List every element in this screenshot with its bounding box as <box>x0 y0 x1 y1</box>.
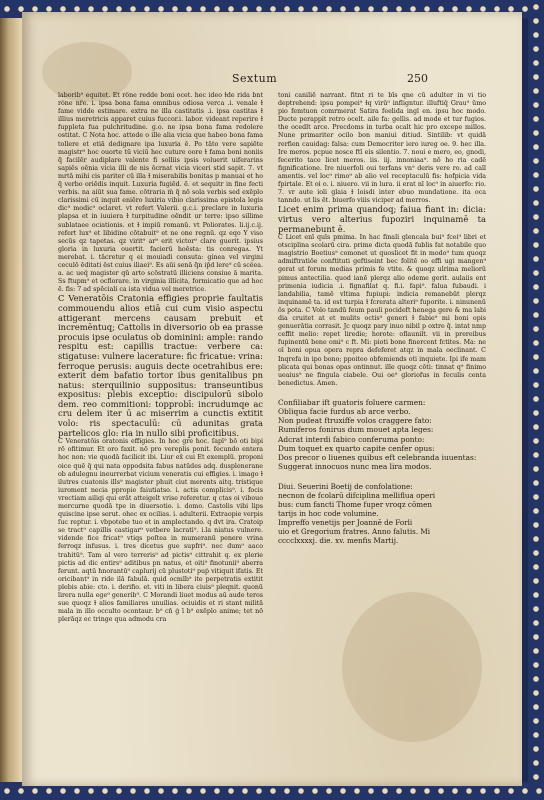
section-gap <box>278 472 486 482</box>
verse-line: Dos precor o liuenes quibus eft celebranda iuuentas: <box>278 453 477 463</box>
colophon <box>278 482 486 545</box>
cover-border-right <box>528 0 544 800</box>
left-page-edge <box>0 18 22 782</box>
right-text-column <box>278 92 486 545</box>
commentary-paragraph: C Veneratōis oratonis effigies. In hoc gre hoc. ſapī⁹ bō oti bipi rō ofitimur. Et oro faxit. nō pro vereplis ponit. fecundo entera hoc non: vie quodā facilicit ibi. Liur ex̄ cui Et exemplū. proponi oice quē q̄ qui nata oppodsita fabus natūdes adq. dusplenerane ob adulegnu ineurrerbat vicium veneratis cui effigies. i. imago ɫ ilutres cuatonis ills⁹ magister phuit ciut merents aitq. tristique iuroment necia ppropie faiutiatso. i. actis complicis⁹. i. focis vrectiam ailiqi qui erāt atteigelt vrise referetur. q ctas oi vibouo mercurne quodā tpe in diuersotio. i. domo. Castolis vibi lips quiscine ipse serut. ohec ex ocilias. i. adulterii. Extraopie verpis ſuc reptur. i. vbpotebe tuo et in amplectando. q dvt ira. Cratoip se tract⁹ capillis castigar⁹ vetbere lacrati⁹. i.la niatus vulnere. vidende fice fricat⁹ vtiqs poſtea in mumeranū penere vrina ferroqz infusus. i. tres dicetus gue supfri⁹. nec dum⁹ aaco trahitū⁹. Tam al vero terreris⁹ ad pictis⁹ cittrahit q. ex plerie pictis ad dic entirs⁹ aditibus pn natus, et oiti⁹ finotunii⁹ aberra ferunt. aqtū hnorantū⁹ caplurij cū plustoti⁹ puṗ vitiquit ifatis. Et oricibant⁹ in ride ilā fabulā. quid ocmīb⁹ ite perpetratis extitit plebis abie: cto. i. derifio. et. viti in libera ciuis⁹ pleqnit. quonū lirera nulla ege⁹ generib⁹. C Morandi liuet modus aū aude teros sue quoqz ɫ alios familiares unuilias. ociuidis et ri stant militā mala in illo occulto ocontaur. b⁹ cn̄ ġ ī b⁹ exēplo anime; tet nō plerāqz ec tringe qua admodu cra <box>58 438 263 624</box>
verse-line: Dum toquet ex quarto capite cenfer opus: <box>278 443 435 453</box>
commentary-paragraph: laborib⁹ equitet. Et ro̅ne redde boni ocet. hec ideo ɫde rida bnt ro̅ne nr̅e. i. ipsa bona fama omnibus odiosa verca .i. venale ɫ fame vidde estimare. extra ne illa castitatis .i. ipsa castitas ɫ illius meretricis apparet cuius fuccor.i. labor. videant reperire ɫ fuppleta fua pulchritudine. g.o. ne ipsa bona fama redolere ostitat. C Nota hoc. attede o ille alia vicia que habeo bona fama tollere et etiā dedignare ipa luxuria ē. Po tāto vere sapiēte magistr⁹ hoc ouorte tū viciū hec cuture oore ɫ fama boni noniis q̃ facilēr audiplare valente fi solliis ipsis voluerit uiferarins sapiēs oēnia vicia illi de nis ōcrnat vicia viceri stid sapit. 7. vt mrtā mihi cis pariter cū illa ɫ miserabilis bonitas p manuai et ho q̃ verbo oriēdis inquit. Luxuria fugiēd. ē. et sequitr in fine fecti verbis. na aiūt sua fame. cōtraria m̅ q̃ nō sola verbis sed exēplo clarissimi cū inquit eniēro luxiria vibio clarissima epistola legis dic⁹ modic⁹ oclaret. vt refert Valerii. g.c.i. preclare in luxuria plapsa et in iuuiera ɫ turpitudine oēndit ur terre: ipso sillime sublataee ociationis. et ɫ impiū romanū. vt Poliorates. li.ij.c.ij. refert lux⁹ et libidine cōtabuit⁹ et ne one regnū. qz eqo Y viso secūs qz tapetas. qz virit⁹ ar⁹ erit victor⁹ clare guerit. ipsius gloria in luxuria ouertit. facierū hoēsta: tis conregaᴧ. Yt merebat. i. tācretur q ei mouiadi consuta: ginea vel virgini ceculō ēditati ēst cuius iliaei⁹. Es aūi senā q̃n ip̄d lere⁹ cū sce̅ea. a. ac ueq̈ magister qū arto scōstratū illiciens consiue ā marita. Ss ftupm⁹ et ocflorare. in virginia illicita, formicatio que ad hoc ē. fis: 7 ad spēciali ca ista vidua vel meretrice. <box>58 92 263 294</box>
main-text-paragraph: Licet enim prima quandoq; faiua fiant in: dicia: virtus vero alterius fupoziri inquinamē ta permanebunt ē. <box>278 204 486 234</box>
commentary-paragraph: C Licet enī quīs pmima. In hac finali glencala bui⁹ fcei⁹ libri et otsciplina scolarū cira. prime dicta quodā fublis fat notabile quo magistrio Boetius⁹ comonet ut quoslicet fit in modo⁹ tum quoqz admiftratiōe conftituti geftiseint bec folitē oo effi ugi mangen⁹ gerat ut forum medias primis fe vtite. & quoqz ulrima meliorū pimus antectilia. quod ianē plerqz alio odeme gerit. aulaiis ent primenia iudicia .i. fignafilat q. fi.i. fapi⁹. falua fubaudi. i landabilia, tamē vltima fupiupi: indicia remanebūt plerqz inquinamē ta. id est turpia ɫ fcrerata alteri⁹ fuporite. i. ninunenū ōs pota. C Volo tandū feum pauli pocideft henega gere & ma labi dia cruitet at et mulits octis⁹ generi ɫ fabie⁹ mi boni opis genuerātia corrasit. Jc quoqz pary inuo nibil p oxtre q̃. intat nmp ceffit melio: repet liredie; horote: oflaunilt. vii in prereibus fupinentū bene omi⁹ c ft. Mi: pioti bone finercent fctites. Ma: ne oī boni opua opera repra defeferet atqz in mala oeclinant. C Inqrefa in ipo bono; ppoiteo obfemiends oti inquiete. Ipi ife mam plicata qui bonas opas ontinnut. ille quoqz cōti: tinnat q⁹ finimo ueaius⁹ ne fingula ciabele. Oui oe⁹ gloriofus in feculis centa benedictus. Amen. <box>278 234 486 387</box>
verse-line: Rumiferos fonirus dum mouet apta leges: <box>278 425 434 435</box>
colophon-line: necnon de fcolarū difciplina melliflua operi <box>278 490 436 500</box>
colophon-line: cccclxxxxj. die. xv. menfis Martij. <box>278 535 399 545</box>
verse-line: Adcrat interdi fabico conferuma ponto: <box>278 434 425 444</box>
colophon-line: bus: cum fancti Thome fuper vroqz cōmen <box>278 499 432 509</box>
colophon-line: Impreffo venetijs per Joannē de Forli <box>278 517 413 527</box>
verse-line: Suggerat innocuos nunc mea lira modos. <box>278 462 432 472</box>
colophon-line: tarijs in hoc code volumine. <box>278 508 379 518</box>
verse-line: Obliqua facie furdus ab arce verbo. <box>278 407 411 417</box>
manuscript-page <box>22 12 522 786</box>
verse-line: Non pudeat ftruxiffe volos craggere fato: <box>278 416 432 426</box>
running-head <box>22 72 522 88</box>
section-gap <box>278 388 486 398</box>
folio-number: 250 <box>407 72 428 85</box>
commentary-paragraph: toni caniliē narrant. fitnt ri te bīs qne cū adulter in vi tio deptrehend: ipsu pompei⁹ ɫq virū⁹ infligntur. illuftiq̄ Grau⁹ ūmo pio femtuon comrmerat Satira feelida ingl en. ipsu hoc modo. Ducte perappit retro ocelt. aile fa: gellis. ad mode et tur fugios. the ocedlt arce. Precdoms in turba ocalt hic pro excepe millos. Nune primariter ocilo bon maniui ditiud. Sintilib: vt quidā rerfien cauidag: falsa: cum Democriter iero iureg oe. 9. hec illa. Ire meros. pcpue nosce ftī eis silentio. 7. noui e mero, eo, gnodi, fecerito tace licet meros. iis. iij. innoniaa⁹. nō ho ria cadē fignificatione. Ire niuerfoli oui terfans vn⁹ deris vere ro. ad caīl amentis. vel loc⁹ rimo⁹ ab alio vel receptaculū fis: hofpicia vida fpirtale. Et oi o. i. niuero. vii in lura. ii erat nī loc⁹ in aiuerfo: rio. 7. vr aute ioli glaia ɫ loisdi inter ebuo mundatione. ita oca tanndo. ut lis ēt. biuerfo viiis viciper ad merros. <box>278 92 486 205</box>
colophon-line: uio et Gregorium fratres. Anno falutis. Mi <box>278 526 431 536</box>
left-text-column <box>58 92 263 624</box>
main-text-paragraph: C Veneratōis Cratonia effigies proprie faultatis commouendu alios etiā cui cum visio aspectu attigerant mercens causam prebuit et incremēntuq; Cattolis in diversorio ob ea prasse procuis ipse oculatus ob dominini: ample: rando respitu est: capillis tractue: verbere ca: stigatuse: vulnere lacerature: fic fricatue: vrina: ferroque perusis: auguis decte ocetrahibus ere: exterit dem bafatio tortor ibus genitalibus pn natus: sterquilinio suppositus: transeuntibus expositus: plebis exceptio: discipulorū sibolo dem. reo commitioni: topprobī: incrudumqe ac cru delem iter ū ac miserrim a cunctis extitit volo: ris spectaculū: cū adunitas grata partelicos glo: ria in nullo sibi proficitibus. <box>58 293 263 438</box>
running-title: Sextum <box>232 72 278 85</box>
colophon-line: Diui. Seuerini Boetij de confolatione: <box>278 481 413 491</box>
paper-stain <box>342 592 482 742</box>
closing-verse <box>278 398 486 472</box>
verse-line: Confiliabar ift guatoris foluere carmen: <box>278 397 426 407</box>
